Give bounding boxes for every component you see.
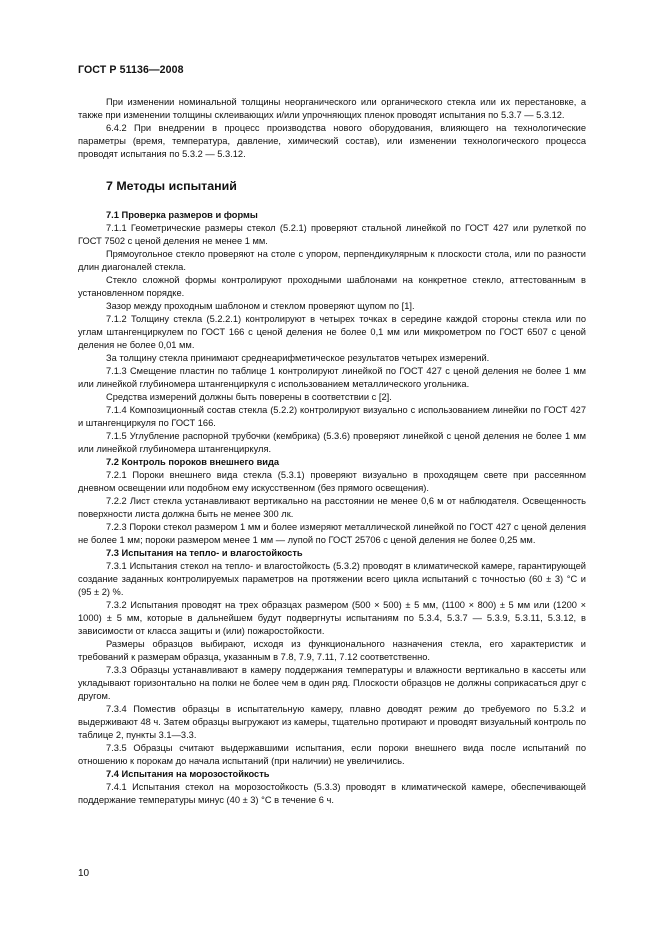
paragraph: 7.1.4 Композиционный состав стекла (5.2.2) контролируют визуально с использованием линейки по ГОСТ 427 и штангенциркуля по ГОСТ 166. (78, 405, 586, 428)
paragraph: 7.3.1 Испытания стекол на тепло- и влагостойкость (5.3.2) проводят в климатической камере, гарантирующей создание заданных контролируемых параметров на протяжении всего цикла испытаний с точностью (60 ± 3) °С и (95 ± 2) %. (78, 561, 586, 597)
paragraph: 7.3.3 Образцы устанавливают в камеру поддержания температуры и влажности вертикально в кассеты или укладывают горизонтально на полки не более чем в один ряд. Плоскости образцов не должны соприкасаться друг с другом. (78, 665, 586, 701)
paragraph: 6.4.2 При внедрении в процесс производства нового оборудования, влияющего на технологические параметры (время, температура, давление, химический состав), или изменении технологического процесса проводят испытания по 5.3.2 — 5.3.12. (78, 123, 586, 159)
section-heading: 7 Методы испытаний (106, 179, 237, 193)
paragraph: 7.1.2 Толщину стекла (5.2.2.1) контролируют в четырех точках в середине каждой стороны стекла или по углам штангенциркулем по ГОСТ 166 с ценой деления не более 0,1 мм или микрометром по ГОСТ 6507 с ценой деления не более 0,01 мм. (78, 314, 586, 350)
paragraph: Размеры образцов выбирают, исходя из функционального назначения стекла, его характеристик и требований к размерам образца, указанным в 7.8, 7.9, 7.11, 7.12 соответственно. (78, 639, 586, 662)
subsection-heading: 7.4 Испытания на морозостойкость (106, 769, 270, 779)
page-number: 10 (78, 868, 90, 879)
paragraph: Зазор между проходным шаблоном и стеклом проверяют щупом по [1]. (106, 301, 415, 311)
document-body (78, 96, 586, 807)
paragraph: Прямоугольное стекло проверяют на столе с упором, перпендикулярным к плоскости стола, или по разности длин диагоналей стекла. (78, 249, 586, 272)
subsection-heading: 7.2 Контроль пороков внешнего вида (106, 457, 280, 467)
paragraph: 7.3.4 Поместив образцы в испытательную камеру, плавно доводят режим до требуемого по 5.3.2 и выдерживают 48 ч. Затем образцы выгружают из камеры, тщательно протирают и проводят визуальный контроль по таблице 2, пункты 3.1—3.3. (78, 704, 586, 740)
paragraph: 7.2.2 Лист стекла устанавливают вертикально на расстоянии не менее 0,6 м от наблюдателя. Освещенность поверхности листа должна быть не менее 300 лк. (78, 496, 586, 519)
paragraph: 7.3.5 Образцы считают выдержавшими испытания, если пороки внешнего вида после испытаний по отношению к порокам до начала испытаний (при наличии) не увеличились. (78, 743, 586, 766)
subsection-heading: 7.1 Проверка размеров и формы (106, 210, 258, 220)
paragraph: 7.4.1 Испытания стекол на морозостойкость (5.3.3) проводят в климатической камере, обеспечивающей поддержание температуры минус (40 ± 3) °С в течение 6 ч. (78, 782, 586, 805)
paragraph: 7.1.5 Углубление распорной трубочки (кембрика) (5.3.6) проверяют линейкой с ценой деления не более 1 мм или линейкой глубиномера штангенциркуля. (78, 431, 586, 454)
paragraph: 7.2.3 Пороки стекол размером 1 мм и более измеряют металлической линейкой по ГОСТ 427 с ценой деления не более 1 мм; пороки размером менее 1 мм — лупой по ГОСТ 25706 с ценой деления не более 0,25 мм. (78, 522, 586, 545)
paragraph: Стекло сложной формы контролируют проходными шаблонами на конкретное стекло, аттестованным в установленном порядке. (78, 275, 586, 298)
paragraph: 7.3.2 Испытания проводят на трех образцах размером (500 × 500) ± 5 мм, (1100 × 800) ± 5 мм или (1200 × 1000) ± 5 мм, которые в дальнейшем будут подвергнуты испытаниям по 5.3.4, 5.3.7 — 5.3.9, 5.3.11, 5.3.12, в зависимости от класса защиты и (или) пожаростойкости. (78, 600, 586, 636)
standard-header: ГОСТ Р 51136—2008 (78, 64, 184, 76)
paragraph: При изменении номинальной толщины неорганического или органического стекла или их перестановке, а также при изменении толщины склеивающих и/или упрочняющих пленок проводят испытания по 5.3.7 — 5.3.12. (78, 97, 586, 120)
paragraph: 7.2.1 Пороки внешнего вида стекла (5.3.1) проверяют визуально в проходящем свете при рассеянном дневном освещении или подобном ему искусственном (без прямого освещения). (78, 470, 586, 493)
subsection-heading: 7.3 Испытания на тепло- и влагостойкость (106, 548, 303, 558)
paragraph: Средства измерений должны быть поверены в соответствии с [2]. (106, 392, 392, 402)
paragraph: За толщину стекла принимают среднеарифметическое результатов четырех измерений. (106, 353, 490, 363)
paragraph: 7.1.3 Смещение пластин по таблице 1 контролируют линейкой по ГОСТ 427 с ценой деления не более 1 мм или линейкой глубиномера штангенциркуля с использованием металлического угольника. (78, 366, 586, 389)
paragraph: 7.1.1 Геометрические размеры стекол (5.2.1) проверяют стальной линейкой по ГОСТ 427 или рулеткой по ГОСТ 7502 с ценой деления не менее 1 мм. (78, 223, 586, 246)
